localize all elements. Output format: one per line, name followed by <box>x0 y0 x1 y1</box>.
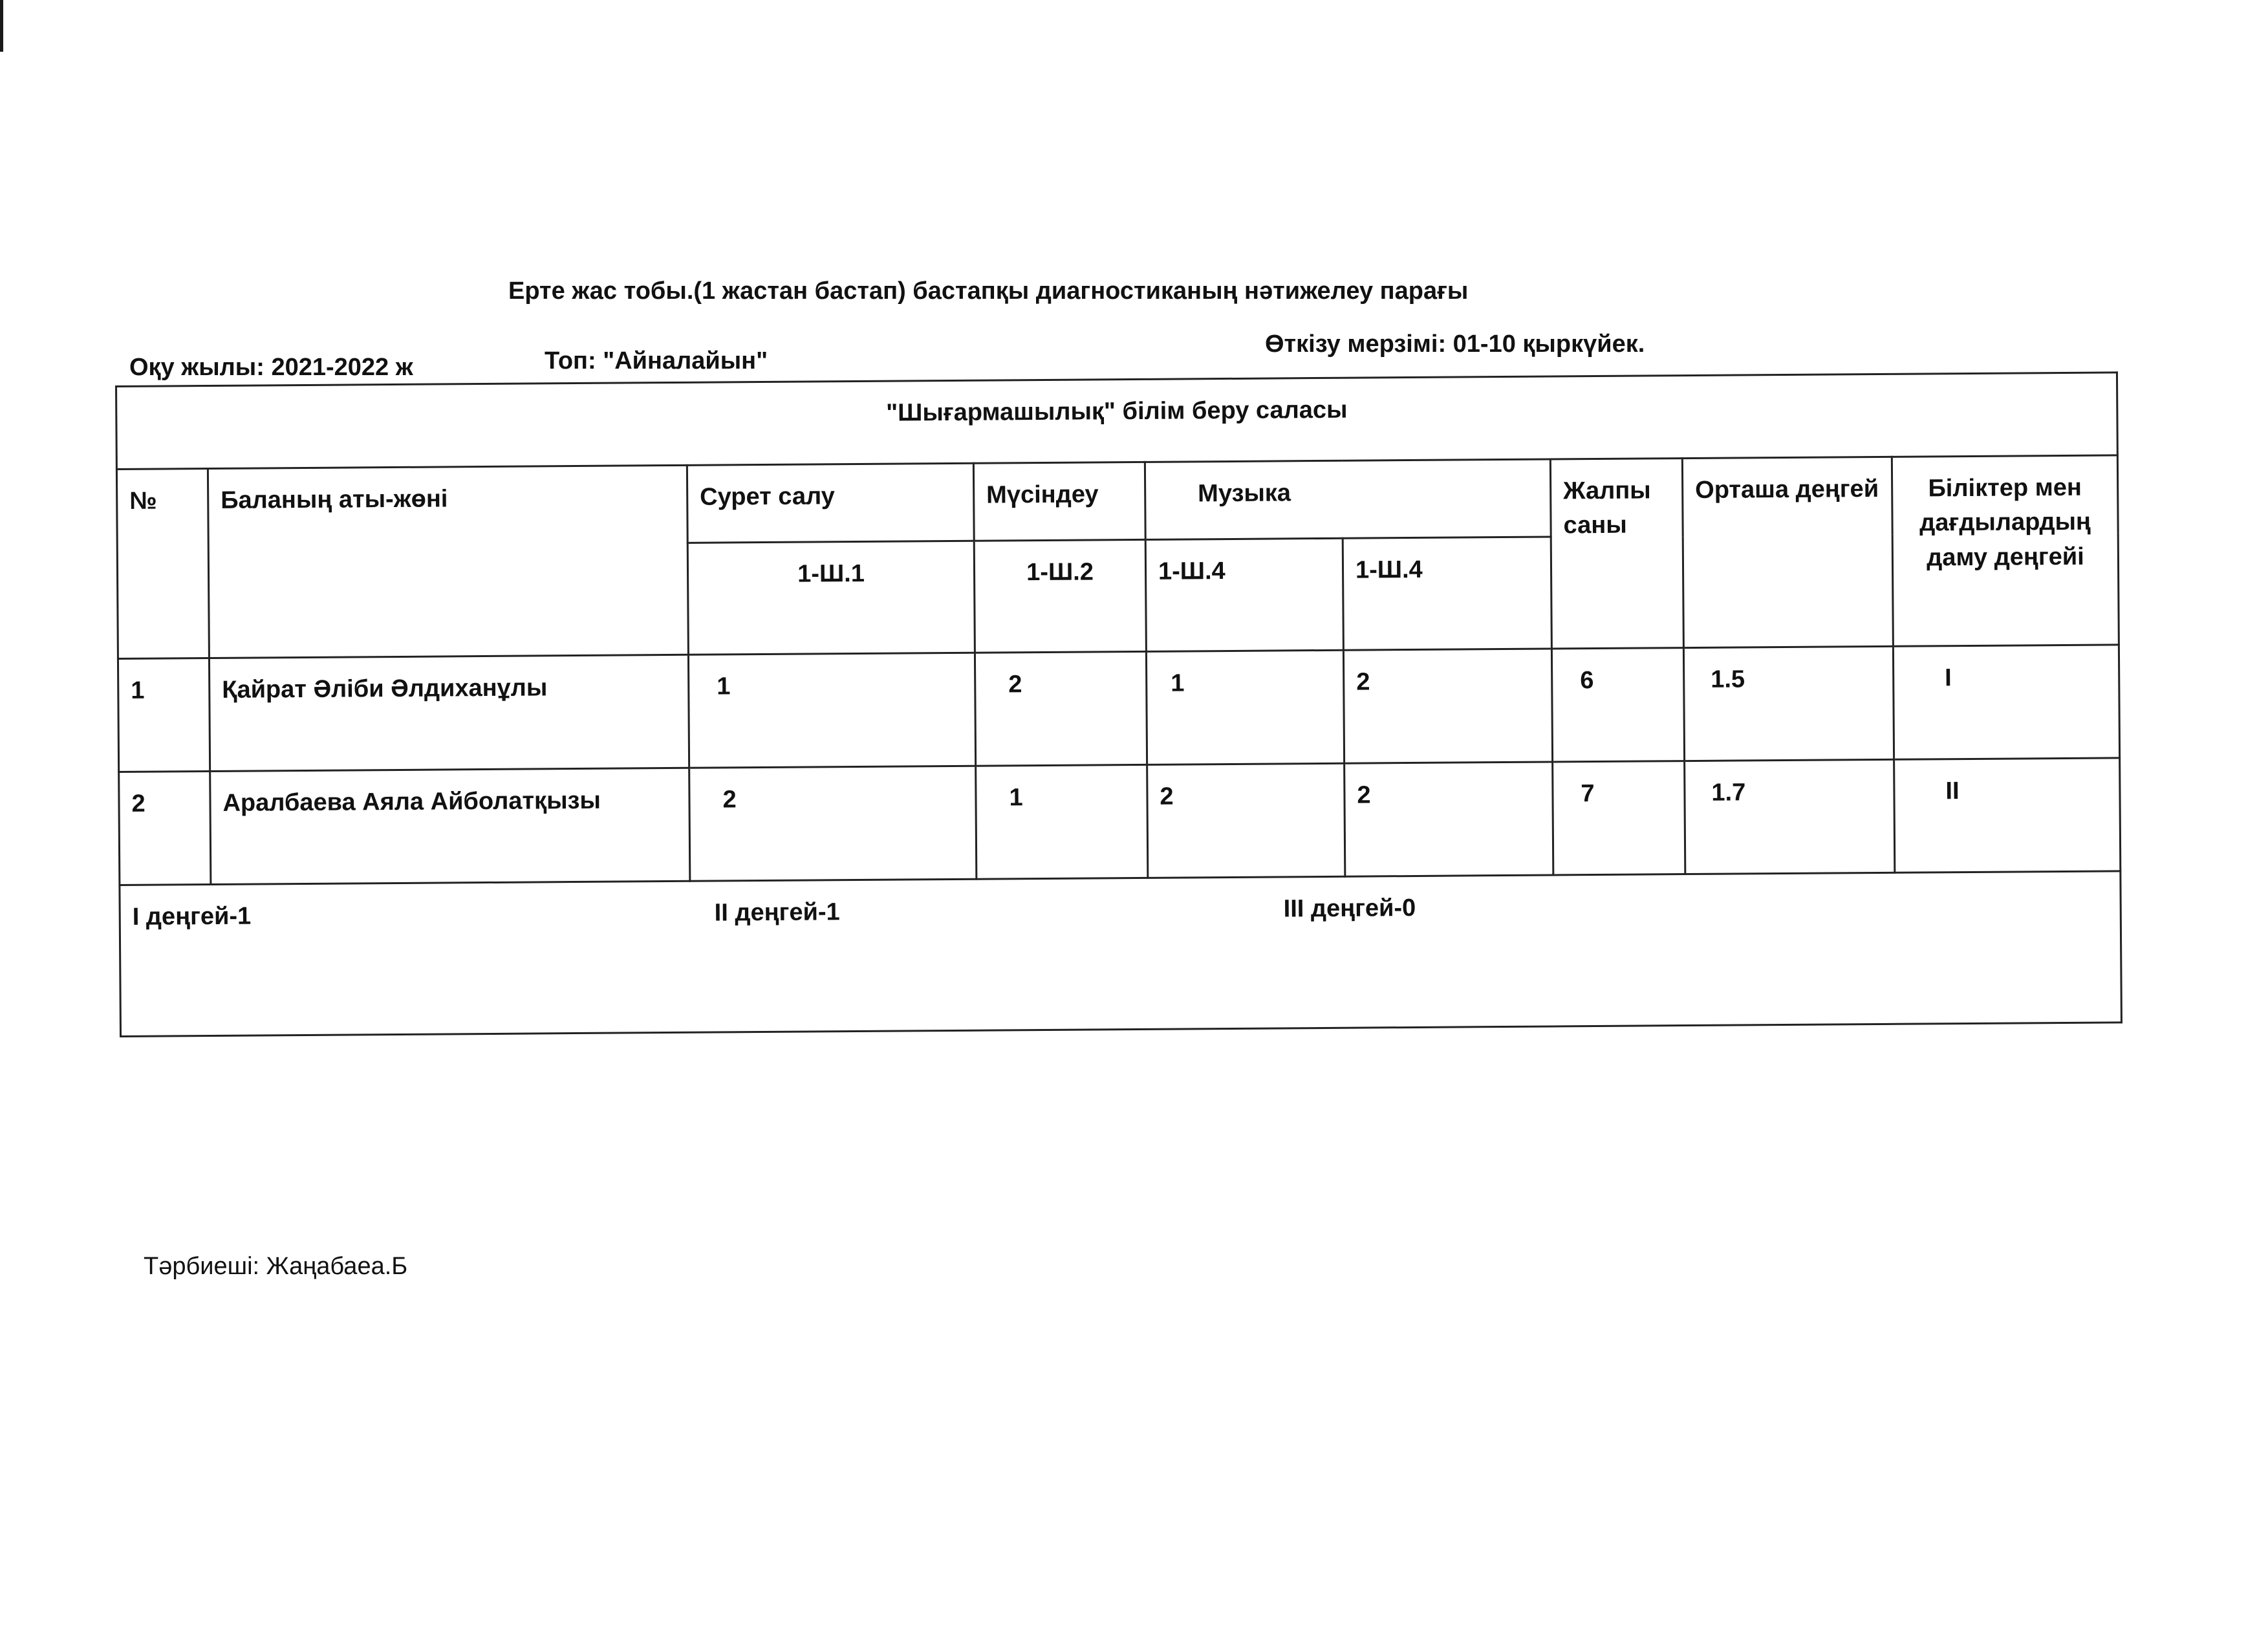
group-name: Топ: "Айналайын" <box>545 347 768 374</box>
cell-level: II <box>1894 758 2121 872</box>
cell-number: 2 <box>119 772 211 885</box>
cell-score: 2 <box>975 651 1147 766</box>
results-sheet <box>115 371 2121 1037</box>
header-total: Жалпы саны <box>1550 459 1683 649</box>
header-skills-level: Біліктер мен дағдылардың даму деңгейі <box>1892 455 2119 646</box>
cell-score: 2 <box>1345 762 1553 876</box>
table-row <box>119 758 2121 885</box>
document-title: Ерте жас тобы.(1 жастан бастап) бастапқы диагностиканың нәтижелеу парағы <box>508 277 1469 305</box>
cell-score: 2 <box>1147 763 1345 878</box>
cell-child-name: Аралбаева Аяла Айболатқызы <box>210 768 690 884</box>
cell-score: 2 <box>689 766 977 881</box>
header-average: Орташа деңгей <box>1682 457 1893 647</box>
assessment-period: Өткізу мерзімі: 01-10 қыркүйек. <box>1265 330 1645 358</box>
cell-total: 6 <box>1551 648 1684 762</box>
header-child-name: Баланың аты-жөні <box>208 465 688 658</box>
education-area-title: "Шығармашылық" білім беру саласы <box>116 373 2118 470</box>
summary-level-3: III деңгей-0 <box>1283 894 1416 923</box>
cell-score: 1 <box>1146 650 1344 764</box>
cell-level: I <box>1893 645 2119 759</box>
teacher-signature-line: Тәрбиеші: Жаңабаеа.Б <box>144 1253 408 1280</box>
header-number: № <box>116 469 209 659</box>
cell-number: 1 <box>118 658 210 772</box>
scan-edge-mark <box>0 0 3 52</box>
cell-score: 1 <box>976 764 1148 879</box>
subheader-code: 1-Ш.2 <box>974 540 1146 653</box>
subheader-code: 1-Ш.4 <box>1145 538 1343 651</box>
cell-total: 7 <box>1553 761 1685 875</box>
subheader-code: 1-Ш.4 <box>1343 537 1551 650</box>
cell-score: 2 <box>1343 649 1552 763</box>
header-drawing: Сурет салу <box>687 463 974 543</box>
cell-score: 1 <box>688 653 975 768</box>
summary-level-1: I деңгей-1 <box>132 902 252 931</box>
cell-average: 1.7 <box>1685 759 1895 874</box>
subheader-code: 1-Ш.1 <box>687 541 975 655</box>
results-table <box>115 371 2122 1037</box>
academic-year: Оқу жылы: 2021-2022 ж <box>129 354 413 381</box>
cell-child-name: Қайрат Әліби Әлдиханұлы <box>209 655 689 771</box>
summary-level-2: II деңгей-1 <box>714 898 840 927</box>
table-row <box>118 645 2119 772</box>
header-modeling: Мүсіндеу <box>973 462 1145 541</box>
header-music: Музыка <box>1145 459 1551 539</box>
cell-average: 1.5 <box>1683 646 1894 761</box>
level-summary <box>120 871 2122 1037</box>
